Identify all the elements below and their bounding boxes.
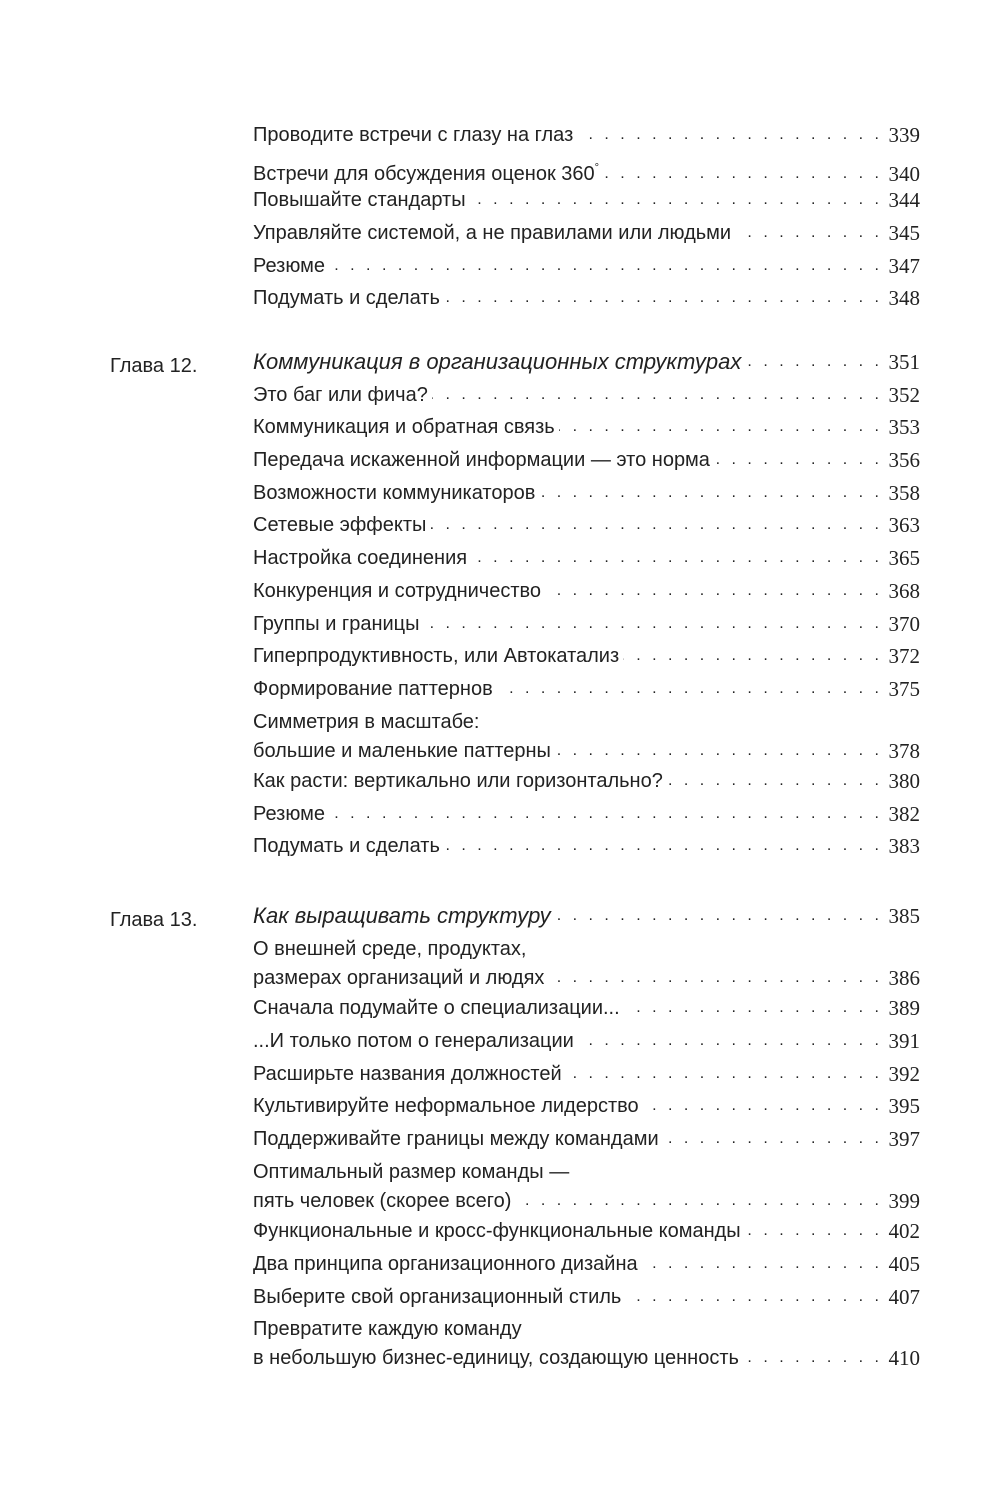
toc-entry-title: Подумать и сделать — [253, 835, 440, 858]
toc-entry-title-line1: Симметрия в масштабе: — [253, 710, 480, 733]
toc-entry-page: 372 — [888, 644, 920, 669]
toc-entry-page: 375 — [888, 676, 920, 701]
toc-entry-title: Это баг или фича? — [253, 383, 428, 406]
toc-entry-title: Как расти: вертикально или горизонтально? — [253, 770, 663, 793]
toc-entry[interactable] — [0, 122, 1000, 155]
toc-entry-page: 410 — [888, 1346, 920, 1371]
toc-entry[interactable] — [0, 253, 1000, 286]
chapter-title: Как выращивать структуру — [253, 903, 551, 928]
chapter-title: Коммуникация в организационных структурах — [253, 349, 742, 374]
toc-entry[interactable] — [0, 414, 1000, 447]
toc-entry[interactable] — [0, 447, 1000, 480]
toc-entry-title: Резюме — [253, 254, 325, 277]
dot-leader — [603, 161, 882, 187]
toc-entry-title: Функциональные и кросс-функциональные команды — [253, 1220, 741, 1243]
dot-leader — [663, 1126, 883, 1152]
toc-entry-page: 345 — [888, 221, 920, 246]
toc-entry-page: 358 — [888, 480, 920, 505]
toc-entry-page: 395 — [888, 1094, 920, 1119]
chapter-label: Глава 12. — [110, 355, 198, 377]
toc-entry[interactable] — [0, 512, 1000, 545]
dot-leader — [497, 676, 883, 702]
toc-entry-page: 397 — [888, 1126, 920, 1151]
toc-entry-page: 356 — [888, 448, 920, 473]
toc-entry[interactable] — [0, 1061, 1000, 1094]
toc-entry-page: 348 — [888, 286, 920, 311]
dot-leader — [539, 480, 882, 506]
dot-leader — [714, 447, 883, 473]
toc-entry-title: Два принципа организационного дизайна — [253, 1252, 638, 1275]
toc-entry-page: 389 — [888, 996, 920, 1021]
chapter-heading-row[interactable] — [0, 903, 1000, 936]
toc-entry-page: 353 — [888, 415, 920, 440]
dot-leader — [470, 187, 883, 213]
dot-leader — [625, 1284, 882, 1310]
dot-leader — [577, 122, 882, 148]
toc-entry-title: Проводите встречи с глазу на глаз — [253, 124, 574, 146]
toc-entry-title: Подумать и сделать — [253, 287, 440, 310]
toc-entry-page: 386 — [888, 965, 920, 990]
toc-chapter-13 — [0, 903, 1000, 1376]
toc-entry-page: 407 — [888, 1284, 920, 1309]
toc-entry-title-line1: О внешней среде, продуктах, — [253, 937, 527, 960]
toc-entry[interactable] — [0, 187, 1000, 220]
chapter-page: 351 — [888, 350, 920, 374]
toc-entry-title-line2: размерах организаций и людях — [253, 966, 545, 989]
toc-entry[interactable] — [0, 1159, 1000, 1219]
dot-leader — [430, 512, 882, 538]
chapter-page: 385 — [888, 904, 920, 928]
toc-entry-page: 383 — [888, 834, 920, 859]
toc-entry-title: Выберите свой организационный стиль — [253, 1285, 622, 1308]
toc-entry[interactable] — [0, 382, 1000, 415]
dot-leader — [745, 349, 882, 375]
dot-leader — [329, 801, 883, 827]
dot-leader — [643, 1093, 883, 1119]
toc-entry-page: 352 — [888, 382, 920, 407]
toc-entry[interactable] — [0, 611, 1000, 644]
toc-entry-title: Расширьте названия должностей — [253, 1062, 562, 1085]
toc-entry[interactable] — [0, 1093, 1000, 1126]
toc-entry[interactable] — [0, 1251, 1000, 1284]
dot-leader — [444, 285, 883, 311]
toc-entry-title: Повышайте стандарты — [253, 189, 466, 212]
chapter-heading-row[interactable] — [0, 349, 1000, 382]
toc-entry[interactable] — [0, 801, 1000, 834]
dot-leader — [667, 768, 883, 794]
dot-leader — [545, 578, 882, 604]
dot-leader — [745, 1218, 883, 1244]
toc-entry[interactable] — [0, 578, 1000, 611]
toc-entry-title: Группы и границы — [253, 612, 420, 635]
toc-chapter-12 — [0, 349, 1000, 866]
toc-entry-page: 405 — [888, 1251, 920, 1276]
toc-entry-title: Управляйте системой, а не правилами или людьми — [253, 222, 732, 245]
dot-leader — [623, 643, 882, 669]
toc-entry-page: 378 — [888, 738, 920, 763]
dot-leader — [515, 1188, 882, 1214]
toc-entry-title: Передача искаженной информации — это норма — [253, 449, 710, 472]
toc-entry[interactable] — [0, 155, 1000, 188]
toc-entry[interactable] — [0, 936, 1000, 996]
toc-entry[interactable] — [0, 995, 1000, 1028]
toc-entry-title: Встречи для обсуждения оценок 360° — [253, 161, 600, 185]
toc-entry-page: 392 — [888, 1061, 920, 1086]
toc-entry-page: 382 — [888, 801, 920, 826]
toc-entry[interactable] — [0, 1316, 1000, 1376]
toc-entry-page: 391 — [888, 1028, 920, 1053]
dot-leader — [624, 995, 883, 1021]
toc-entry-page: 340 — [888, 161, 920, 186]
toc-entry-title: Настройка соединения — [253, 547, 468, 570]
dot-leader — [559, 414, 883, 440]
toc-entry[interactable] — [0, 1284, 1000, 1317]
toc-entry-page: 339 — [888, 123, 920, 147]
toc-entry-page: 380 — [888, 769, 920, 794]
toc-entry-title: Сетевые эффекты — [253, 514, 427, 537]
toc-section-top — [0, 122, 1000, 318]
toc-entry-page: 347 — [888, 253, 920, 278]
dot-leader — [578, 1028, 883, 1054]
toc-entry-page: 365 — [888, 546, 920, 571]
dot-leader — [329, 253, 883, 279]
toc-entry-page: 370 — [888, 611, 920, 636]
dot-leader — [566, 1061, 883, 1087]
toc-entry-title: Культивируйте неформальное лидерство — [253, 1095, 639, 1118]
toc-entry-title: Сначала подумайте о специализации... — [253, 997, 620, 1020]
toc-entry-page: 368 — [888, 578, 920, 603]
toc-entry[interactable] — [0, 220, 1000, 253]
toc-entry-title-line2: большие и маленькие паттерны — [253, 739, 551, 762]
toc-entry[interactable] — [0, 676, 1000, 709]
toc-entry[interactable] — [0, 1028, 1000, 1061]
toc-entry-page: 402 — [888, 1219, 920, 1244]
toc-entry-title: Конкуренция и сотрудничество — [253, 579, 542, 602]
dot-leader — [444, 833, 883, 859]
toc-entry-title-line2: пять человек (скорее всего) — [253, 1189, 512, 1212]
dot-leader — [735, 220, 882, 246]
dot-leader — [424, 611, 883, 637]
toc-entry-page: 344 — [888, 188, 920, 213]
toc-entry-title: Коммуникация и обратная связь — [253, 416, 555, 439]
toc-entry-page: 363 — [888, 513, 920, 538]
toc-entry-title: Гиперпродуктивность, или Автокатализ — [253, 645, 620, 668]
degree-sign: ° — [594, 161, 600, 174]
dot-leader — [471, 545, 882, 571]
toc-entry-page: 399 — [888, 1188, 920, 1213]
toc-entry-title-line1: Оптимальный размер команды — — [253, 1160, 570, 1183]
toc-entry-title: Поддерживайте границы между командами — [253, 1127, 659, 1150]
toc-entry[interactable] — [0, 545, 1000, 578]
toc-entry-title: Резюме — [253, 802, 325, 825]
toc-entry-title-line1: Превратите каждую команду — [253, 1318, 522, 1341]
toc-entry[interactable] — [0, 1126, 1000, 1159]
dot-leader — [555, 738, 883, 764]
chapter-label: Глава 13. — [110, 909, 198, 931]
toc-entry[interactable] — [0, 480, 1000, 513]
toc-entry[interactable] — [0, 285, 1000, 318]
dot-leader — [743, 1345, 883, 1371]
toc-entry-title: Возможности коммуникаторов — [253, 481, 536, 504]
toc-entry[interactable] — [0, 643, 1000, 676]
toc-entry-title: ...И только потом о генерализации — [253, 1029, 574, 1052]
toc-entry-title-line2: в небольшую бизнес-единицу, создающую ценность — [253, 1347, 739, 1370]
toc-entry-title: Формирование паттернов — [253, 677, 493, 700]
toc-entry[interactable] — [0, 833, 1000, 866]
dot-leader — [548, 965, 882, 991]
toc-entry[interactable] — [0, 709, 1000, 769]
dot-leader — [432, 382, 883, 408]
toc-entry[interactable] — [0, 768, 1000, 801]
dot-leader — [555, 903, 883, 929]
dot-leader — [642, 1251, 883, 1277]
toc-entry[interactable] — [0, 1218, 1000, 1251]
